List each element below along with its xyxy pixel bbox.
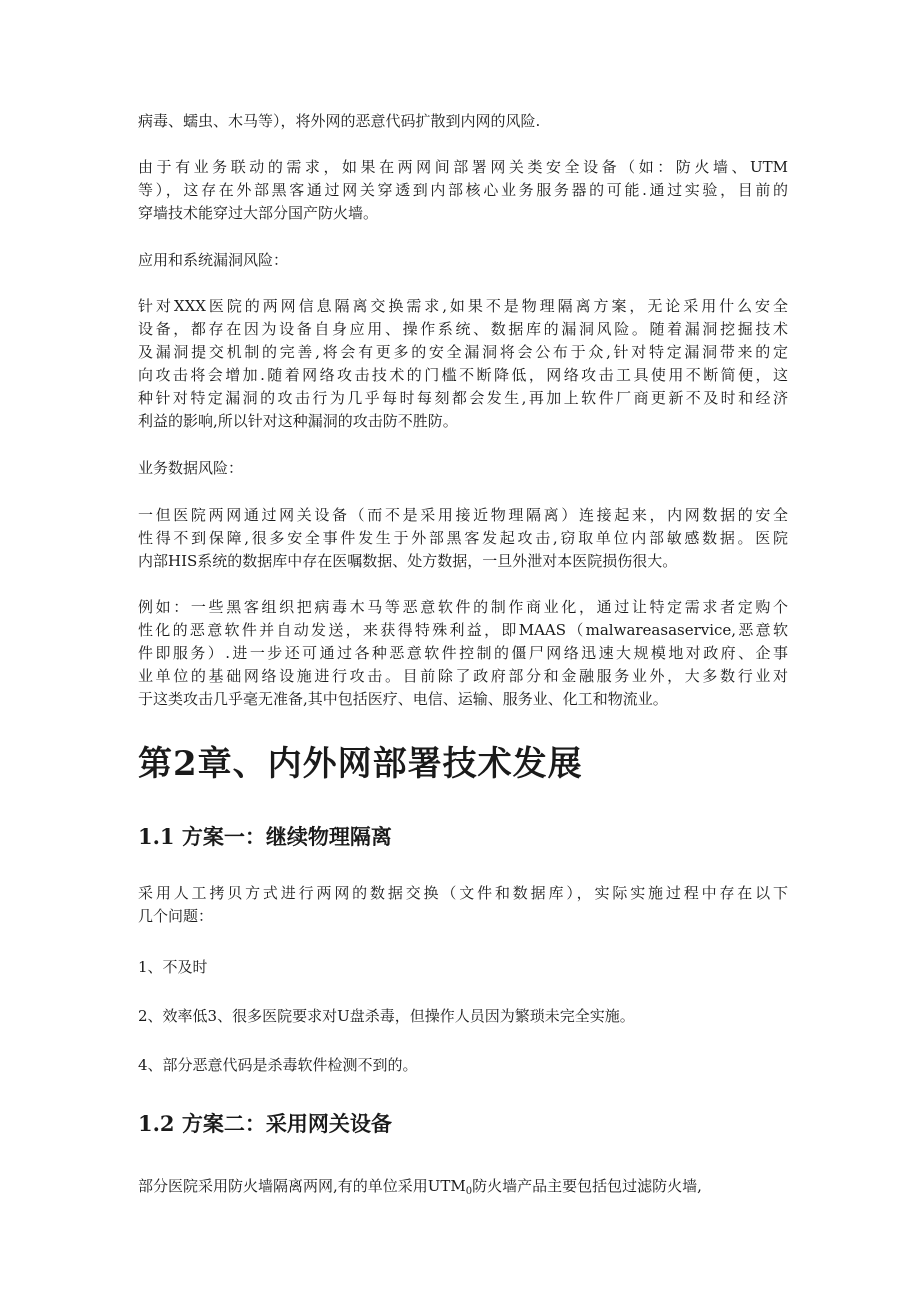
text-line: 及漏洞提交机制的完善,将会有更多的安全漏洞将会公布于众,针对特定漏洞带来的定 xyxy=(138,343,788,361)
text-line: 4、部分恶意代码是杀毒软件检测不到的。 xyxy=(138,1056,418,1074)
text-line: 内部HIS系统的数据库中存在医嘱数据、处方数据，一旦外泄对本医院损伤很大。 xyxy=(138,552,678,570)
text-line: 采用人工拷贝方式进行两网的数据交换（文件和数据库），实际实施过程中存在以下 xyxy=(138,884,788,902)
text-line: 性化的恶意软件并自动发送，来获得特殊利益，即MAAS（malwareasaservice,恶意软 xyxy=(138,621,788,639)
text-line: 种针对特定漏洞的攻击行为几乎每时每刻都会发生,再加上软件厂商更新不及时和经济 xyxy=(138,389,788,407)
text-line: 针对XXX医院的两网信息隔离交换需求,如果不是物理隔离方案，无论采用什么安全 xyxy=(138,297,788,315)
text-line: 应用和系统漏洞风险： xyxy=(138,251,289,269)
paragraph-malware-spread xyxy=(138,110,788,133)
text-line: 利益的影响,所以针对这种漏洞的攻击防不胜防。 xyxy=(138,412,458,430)
paragraph-vulnerability-risk xyxy=(138,295,788,433)
list-item-4 xyxy=(138,1054,788,1077)
paragraph-gateway-devices xyxy=(138,1175,788,1198)
text-line: 病毒、蠕虫、木马等），将外网的恶意代码扩散到内网的风险. xyxy=(138,112,541,130)
text-line: 2、效率低3、很多医院要求对U盘杀毒，但操作人员因为繁琐未完全实施。 xyxy=(138,1007,635,1025)
text-line: 由于有业务联动的需求，如果在两网间部署网关类安全设备（如：防火墙、UTM xyxy=(138,158,788,176)
text-segment: 部分医院采用防火墙隔离两网,有的单位采用UTM xyxy=(138,1177,466,1195)
text-segment: 防火墙产品主要包括包过滤防火墙, xyxy=(472,1177,702,1195)
section-title-1-1: 1.1 方案一：继续物理隔离 xyxy=(138,824,392,849)
text-line: 穿墙技术能穿过大部分国产防火墙。 xyxy=(138,204,379,222)
section-title-1-2: 1.2 方案二：采用网关设备 xyxy=(138,1111,392,1136)
text-line: 1、不及时 xyxy=(138,958,208,976)
heading-business-data-risk xyxy=(138,457,788,480)
text-line: 于这类攻击几乎毫无准备,其中包括医疗、电信、运输、服务业、化工和物流业。 xyxy=(138,690,668,708)
text-line: 业单位的基础网络设施进行攻击。目前除了政府部分和金融服务业外，大多数行业对 xyxy=(138,667,788,685)
text-line xyxy=(138,1175,788,1198)
chapter-title: 第2章、内外网部署技术发展 xyxy=(138,744,583,784)
subscript: 0 xyxy=(465,1186,473,1197)
text-line: 业务数据风险： xyxy=(138,459,244,477)
paragraph-data-risk xyxy=(138,504,788,573)
text-line: 几个问题： xyxy=(138,907,214,925)
paragraph-manual-copy xyxy=(138,882,788,928)
text-line: 例如：一些黑客组织把病毒木马等恶意软件的制作商业化，通过让特定需求者定购个 xyxy=(138,598,788,616)
list-item-1 xyxy=(138,956,788,979)
text-line: 设备，都存在因为设备自身应用、操作系统、数据库的漏洞风险。随着漏洞挖掘技术 xyxy=(138,320,788,338)
text-line: 性得不到保障,很多安全事件发生于外部黑客发起攻击,窃取单位内部敏感数据。医院 xyxy=(138,529,788,547)
text-line: 向攻击将会增加.随着网络攻击技术的门槛不断降低，网络攻击工具使用不断简便，这 xyxy=(138,366,788,384)
heading-app-system-vuln-risk xyxy=(138,249,788,272)
paragraph-gateway-risk xyxy=(138,156,788,225)
text-line: 一但医院两网通过网关设备（而不是采用接近物理隔离）连接起来，内网数据的安全 xyxy=(138,506,788,524)
text-line: 件即服务）.进一步还可通过各种恶意软件控制的僵尸网络迅速大规模地对政府、企事 xyxy=(138,644,788,662)
text-line: 等），这存在外部黑客通过网关穿透到内部核心业务服务器的可能.通过实验，目前的 xyxy=(138,181,788,199)
list-item-2-3 xyxy=(138,1005,788,1028)
paragraph-maas-example xyxy=(138,596,788,711)
